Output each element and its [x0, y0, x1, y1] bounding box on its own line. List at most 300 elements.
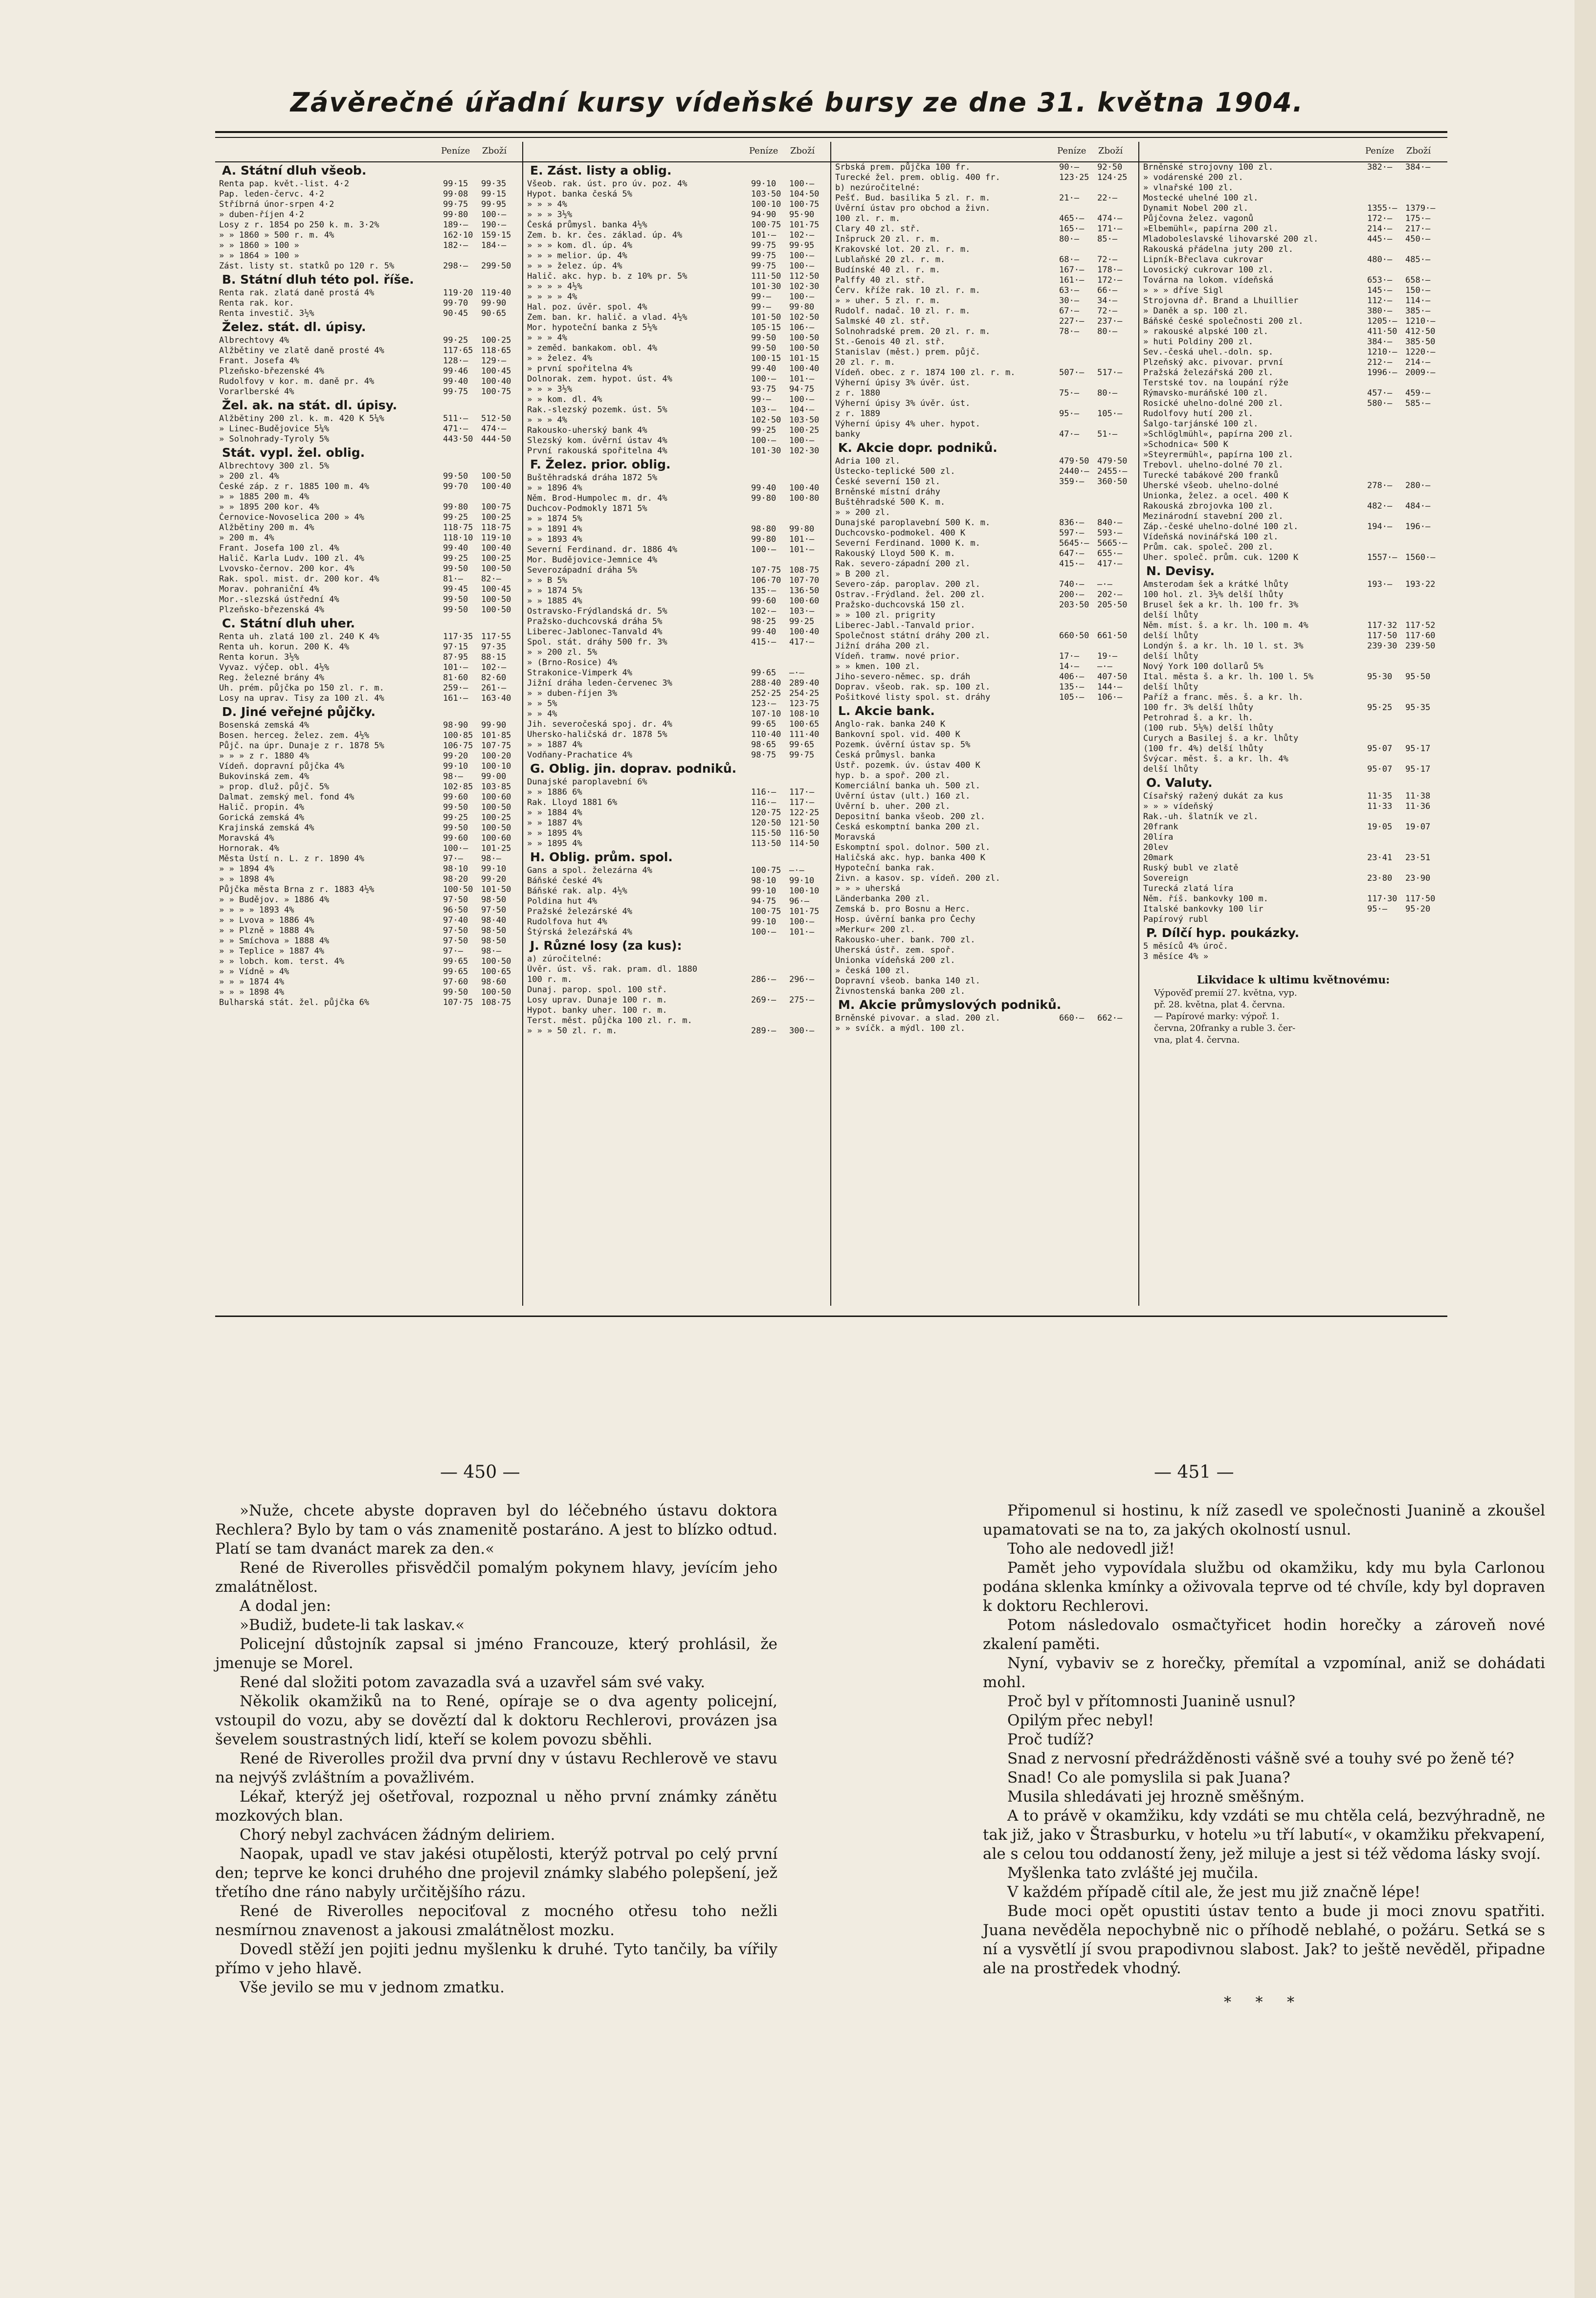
table-row — [831, 388, 1139, 399]
price-money: 203·50 — [1059, 600, 1089, 610]
table-row — [215, 220, 523, 230]
security-name: Hornorak. 4% — [219, 844, 279, 853]
table-row — [523, 866, 831, 876]
security-name: » česká 100 zl. — [835, 966, 910, 976]
table-row — [215, 946, 523, 957]
price-goods: —·— — [789, 668, 804, 678]
table-row — [1139, 952, 1447, 962]
table-row — [523, 596, 831, 606]
price-goods: 100·50 — [481, 605, 511, 615]
price-money: 380·— — [1367, 306, 1393, 316]
price-money: 511·— — [443, 414, 468, 424]
security-name: 100 zl. r. m. — [835, 214, 901, 223]
price-money: 99·65 — [443, 967, 468, 977]
price-goods: 100·65 — [789, 719, 820, 729]
security-name: Sovereign — [1143, 873, 1189, 883]
price-goods: 123·75 — [789, 699, 820, 709]
price-goods: 100·— — [789, 917, 815, 927]
price-money: 100·75 — [751, 866, 781, 875]
price-money: 288·40 — [751, 678, 781, 688]
section-heading: E. Zást. listy a oblig. — [530, 163, 672, 178]
security-name: » » B 5% — [527, 576, 567, 585]
security-name: Úvěrní ústav pro obchod a živn. — [835, 203, 991, 213]
table-row — [1139, 822, 1447, 832]
table-row — [1139, 460, 1447, 470]
table-row — [831, 641, 1139, 651]
paragraph: Snad z nervosní předrážděnosti vášně své a touhy své po ženě té? — [1007, 1750, 1514, 1767]
security-name: Lvovsko-černov. 200 kor. 4% — [219, 564, 355, 574]
price-goods: 100·60 — [789, 596, 820, 606]
table-row — [831, 894, 1139, 904]
price-goods: 254·25 — [789, 689, 820, 698]
table-row — [831, 600, 1139, 610]
rates-column-4 — [1139, 142, 1447, 1306]
header-peníze: Peníze — [1057, 146, 1086, 156]
price-money: 99·80 — [751, 535, 776, 544]
table-row — [1139, 723, 1447, 734]
price-goods: 100·75 — [481, 387, 511, 397]
price-goods: 101·85 — [481, 731, 511, 740]
price-goods: 101·75 — [789, 907, 820, 916]
security-name: Terst. měst. půjčka 100 zl. r. m. — [527, 1016, 692, 1026]
price-money: 113·50 — [751, 839, 781, 848]
liquidation-note: vna, plat 4. června. — [1154, 1035, 1240, 1045]
price-money: 105·15 — [751, 323, 781, 333]
price-money: 97·50 — [443, 895, 468, 905]
price-money: 116·— — [751, 787, 776, 797]
price-goods: 117·55 — [481, 632, 511, 642]
paragraph: René dal složiti potom zavazadla svá a uzavřel sám své vaky. — [240, 1673, 706, 1691]
column-header — [1139, 142, 1447, 162]
security-name: » » kom. dl. 4% — [527, 395, 602, 404]
price-money: 94·90 — [751, 210, 776, 220]
price-money: 99·— — [751, 292, 771, 302]
security-name: Brněnské pivovar. a slad. 200 zl. — [835, 1013, 1000, 1023]
liquidation-note: — Papírové marky: výpoř. 1. — [1154, 1011, 1280, 1022]
section-heading: Želez. stát. dl. úpisy. — [222, 320, 366, 334]
price-goods: 100·50 — [481, 957, 511, 966]
security-name: Depositní banka všeob. 200 zl. — [835, 812, 986, 822]
security-name: b) nezúročitelné: — [835, 183, 920, 193]
price-money: 106·75 — [443, 741, 473, 751]
price-money: 95·07 — [1367, 744, 1393, 754]
paragraph: Lékař, kterýž jej ošetřoval, rozpoznal u něho první známky zánětu mozkových blan. — [215, 1788, 777, 1825]
price-money: 23·41 — [1367, 853, 1393, 863]
security-name: Rak.-slezský pozemk. úst. 5% — [527, 405, 667, 415]
security-name: Krakovské lot. 20 zl. r. m. — [835, 245, 971, 254]
price-money: 200·— — [1059, 590, 1085, 600]
table-row — [1139, 744, 1447, 754]
price-money: 128·— — [443, 356, 468, 366]
security-name: Renta rak. zlatá daně prostá 4% — [219, 288, 375, 298]
price-money: 99·60 — [443, 833, 468, 843]
security-name: Srbská prem. půjčka 100 fr. — [835, 162, 971, 172]
table-row — [523, 555, 831, 565]
price-money: 1205·— — [1367, 316, 1397, 326]
price-goods: 107·75 — [481, 741, 511, 751]
price-goods: 95·20 — [1405, 904, 1431, 914]
table-row — [523, 750, 831, 760]
price-money: 97·15 — [443, 642, 468, 652]
price-goods: 100·80 — [789, 493, 820, 503]
price-goods: 237·— — [1097, 316, 1123, 326]
security-name: » » lobch. kom. terst. 4% — [219, 957, 344, 966]
price-goods: 655·— — [1097, 549, 1123, 558]
paragraph: Proč byl v přítomnosti Juanině usnul? — [1007, 1693, 1296, 1710]
table-row — [1139, 388, 1447, 399]
paragraph: Naopak, upadl ve stav jakési otupělosti, kterýž potrval po celý první den; teprve ke konci druhého dne projevil známky slabého polepšení, jež třetího dne ráno nabyly určitějšího rázu. — [215, 1845, 777, 1901]
security-name: »Elbemühl«, papírna 200 zl. — [1143, 224, 1279, 234]
price-money: 98·20 — [443, 874, 468, 884]
price-money: 101·50 — [751, 312, 781, 322]
table-row — [1139, 409, 1447, 419]
table-row — [215, 261, 523, 271]
price-goods: 100·25 — [481, 513, 511, 522]
security-name: Stříbrná únor-srpen 4·2 — [219, 200, 334, 209]
price-goods: 485·— — [1405, 255, 1431, 265]
table-row — [1139, 183, 1447, 193]
paragraph: A dodal jen: — [240, 1597, 332, 1615]
security-name: Vyvaz. výčep. obl. 4½% — [219, 663, 330, 672]
security-name: » » 200 zl. 5% — [527, 647, 598, 657]
table-row — [831, 549, 1139, 559]
security-name: Spol. stát. dráhy 500 fr. 3% — [527, 637, 667, 647]
price-goods: 100·50 — [481, 987, 511, 997]
table-row — [215, 309, 523, 319]
table-row — [523, 483, 831, 493]
price-money: 118·10 — [443, 533, 473, 543]
security-name: » » svíčk. a mýdl. 100 zl. — [835, 1024, 966, 1033]
security-name: » » 1887 4% — [527, 818, 582, 828]
security-name: Česká průmysl. banka — [835, 750, 935, 760]
security-name: » » 1893 4% — [527, 535, 582, 544]
price-money: 99·15 — [443, 179, 468, 189]
table-row — [215, 803, 523, 813]
table-row — [1139, 450, 1447, 460]
price-money: 99·50 — [443, 605, 468, 615]
price-goods: 99·95 — [481, 200, 507, 209]
price-money: 100·50 — [443, 885, 473, 894]
security-name: Buštěhradské 500 K. m. — [835, 497, 946, 507]
section-heading: Žel. ak. na stát. dl. úpisy. — [222, 398, 398, 412]
table-row — [215, 523, 523, 533]
price-money: 647·— — [1059, 549, 1085, 558]
security-name: » prop. dluž. půjč. 5% — [219, 782, 330, 792]
price-goods: 172·— — [1097, 275, 1123, 285]
price-money: 87·95 — [443, 652, 468, 662]
table-row — [1139, 470, 1447, 481]
security-name: Moravská 4% — [219, 833, 274, 843]
column-header — [215, 142, 523, 162]
table-row — [831, 621, 1139, 631]
table-row — [523, 787, 831, 798]
security-name: Zem. b. kr. čes. základ. úp. 4% — [527, 230, 683, 240]
paragraph: Dovedl stěží jen pojiti jednu myšlenku k druhé. Tyto tančily, ba vířily přímo v jeho hlavě. — [215, 1941, 777, 1977]
table-row — [831, 750, 1139, 760]
table-row — [215, 864, 523, 874]
price-money: 5645·— — [1059, 538, 1089, 548]
price-money: 214·— — [1367, 224, 1393, 234]
table-row — [1139, 347, 1447, 357]
table-row — [523, 189, 831, 200]
table-row — [1139, 203, 1447, 214]
price-goods: 118·65 — [481, 346, 511, 356]
security-name: Plzeňsko-březenské 4% — [219, 366, 324, 376]
security-name: Anglo-rak. banka 240 K — [835, 719, 946, 729]
price-money: 99·50 — [443, 595, 468, 604]
table-row — [831, 286, 1139, 296]
price-goods: 412·50 — [1405, 327, 1436, 336]
table-row — [831, 162, 1139, 173]
price-money: 94·75 — [751, 896, 776, 906]
table-row — [523, 261, 831, 271]
section-heading: F. Želez. prior. oblig. — [530, 457, 671, 471]
table-row — [523, 617, 831, 627]
price-money: 193·— — [1367, 580, 1393, 589]
price-money: 99·25 — [443, 813, 468, 823]
security-name: Mor. hypoteční banka z 5½% — [527, 323, 658, 333]
price-money: 99·10 — [443, 761, 468, 771]
security-name: Bukovinská zem. 4% — [219, 772, 310, 781]
table-row — [831, 730, 1139, 740]
security-name: » » 1896 4% — [527, 483, 582, 493]
price-goods: —·— — [1097, 662, 1112, 671]
price-goods: 121·50 — [789, 818, 820, 828]
security-name: Jižní dráha 200 zl. — [835, 641, 931, 651]
table-row — [1139, 884, 1447, 894]
price-goods: 101·— — [789, 374, 815, 384]
price-goods: 459·— — [1405, 388, 1431, 398]
price-goods: 22·— — [1097, 193, 1117, 203]
price-money: 118·75 — [443, 523, 473, 533]
price-money: 99·— — [751, 302, 771, 312]
price-goods: 117·60 — [1405, 631, 1436, 641]
price-goods: 95·35 — [1405, 703, 1431, 713]
price-money: 99·80 — [443, 502, 468, 512]
price-money: 21·— — [1059, 193, 1079, 203]
security-name: (100 rub. 5½%) delší lhůty — [1143, 723, 1274, 733]
price-money: 1996·— — [1367, 368, 1397, 378]
paragraph: Musila shledávati jej hrozně směšným. — [1007, 1788, 1305, 1806]
security-name: Rudolfovy v kor. m. daně pr. 4% — [219, 377, 375, 386]
security-name: Länderbanka 200 zl. — [835, 894, 931, 904]
security-name: delší lhůty — [1143, 764, 1198, 774]
price-goods: 82·— — [481, 574, 501, 584]
table-row — [1139, 542, 1447, 553]
table-row — [831, 1013, 1139, 1024]
table-row — [215, 288, 523, 298]
price-goods: 101·25 — [481, 844, 511, 853]
table-row — [1139, 275, 1447, 286]
security-name: Uherské všeob. uhelno-dolné — [1143, 481, 1279, 491]
price-money: 359·— — [1059, 477, 1085, 487]
price-money: 252·25 — [751, 689, 781, 698]
table-row — [215, 533, 523, 543]
price-goods: 239·50 — [1405, 641, 1436, 651]
security-name: Výherní úpisy 4% uher. hypot. — [835, 419, 980, 429]
table-row — [1139, 316, 1447, 327]
table-row — [1139, 682, 1447, 692]
table-row — [215, 987, 523, 998]
column-header — [523, 142, 831, 162]
price-money: 99·40 — [751, 364, 776, 374]
price-money: 597·— — [1059, 528, 1085, 538]
price-goods: 98·— — [481, 946, 501, 956]
table-row — [1139, 214, 1447, 224]
price-money: 100·75 — [751, 220, 781, 230]
price-money: 167·— — [1059, 265, 1085, 275]
security-name: Lipník-Břeclava cukrovar — [1143, 255, 1264, 265]
price-goods: 205·50 — [1097, 600, 1128, 610]
price-goods: 100·40 — [481, 543, 511, 553]
table-row — [215, 741, 523, 751]
header-peníze: Peníze — [749, 146, 778, 156]
security-name: » » 1885 4% — [527, 596, 582, 606]
price-money: 480·— — [1367, 255, 1393, 265]
table-row — [831, 508, 1139, 518]
price-goods: 66·— — [1097, 286, 1117, 295]
price-goods: 114·50 — [789, 839, 820, 848]
price-goods: 1220·— — [1405, 347, 1436, 357]
page-number-left: — 450 — — [440, 1462, 520, 1482]
header-peníze: Peníze — [441, 146, 470, 156]
price-money: 101·30 — [751, 282, 781, 291]
table-row — [831, 740, 1139, 750]
security-name: Šalgo-tarjánské 100 zl. — [1143, 419, 1259, 429]
table-row — [831, 976, 1139, 986]
price-money: 99·25 — [443, 335, 468, 345]
price-goods: 122·25 — [789, 808, 820, 818]
security-name: Alžbětiny 200 m. 4% — [219, 523, 314, 533]
price-money: 445·— — [1367, 234, 1393, 244]
paragraph: A to právě v okamžiku, kdy vzdáti se mu chtěla celá, bezvýhradně, ne tak již, jako v Štrasburku, v hotelu »u tří labutí«, v okamžiku překvapení, ale s celou tou oddaností ženy, jež miluje a jest si též vědoma lásky svojí. — [983, 1807, 1545, 1863]
price-money: 99·50 — [443, 471, 468, 481]
price-goods: 100·— — [481, 210, 507, 220]
paragraph: René de Riverolles přisvědčil pomalým pokynem hlavy, jevícím jeho zmalátnělost. — [215, 1559, 777, 1596]
security-name: Půjčovna želez. vagonů — [1143, 214, 1254, 223]
price-goods: 107·70 — [789, 576, 820, 585]
price-money: 102·50 — [751, 415, 781, 425]
table-row — [523, 886, 831, 896]
table-row — [831, 456, 1139, 467]
price-goods: 100·25 — [481, 813, 511, 823]
price-goods: 196·— — [1405, 522, 1431, 532]
table-row — [523, 514, 831, 524]
price-goods: 96·— — [789, 896, 809, 906]
title-rule-top — [215, 131, 1447, 133]
price-money: 98·— — [443, 772, 463, 781]
security-name: Báňské české společnosti 200 zl. — [1143, 316, 1304, 326]
price-goods: 99·65 — [789, 740, 815, 750]
price-goods: 360·50 — [1097, 477, 1128, 487]
table-row — [1139, 265, 1447, 275]
table-row — [215, 179, 523, 189]
table-row — [523, 740, 831, 750]
security-name: Rudolf. nadač. 10 zl. r. m. — [835, 306, 971, 316]
security-name: Jiho-severo-němec. sp. dráh — [835, 672, 971, 682]
security-name: » » 1884 4% — [527, 808, 582, 818]
price-goods: 95·17 — [1405, 764, 1431, 774]
price-money: 107·75 — [751, 565, 781, 575]
table-row — [523, 658, 831, 668]
security-name: Terstské tov. na loupání rýže — [1143, 378, 1288, 388]
table-row — [215, 895, 523, 905]
paragraph: Několik okamžiků na to René, opíraje se o dva agenty policejní, vstoupil do vozu, aby se dověztí dal k doktoru Rechlerovi, provázen jsa ševelem soustrastných lidí, kteří se kolem povozu sběhli. — [215, 1693, 777, 1748]
security-name: Ruský bubl ve zlatě — [1143, 863, 1239, 873]
security-name: Jih. severočeská spoj. dr. 4% — [527, 719, 672, 729]
rates-column-1 — [215, 142, 523, 1306]
price-money: 63·— — [1059, 286, 1079, 295]
price-money: 117·32 — [1367, 621, 1397, 630]
security-name: » » » dříve Sigl — [1143, 286, 1223, 295]
price-goods: —·— — [789, 866, 804, 875]
security-name: » duben-říjen 4·2 — [219, 210, 304, 220]
security-name: Rak.-uh. šlatník ve zl. — [1143, 812, 1259, 822]
price-money: 47·— — [1059, 429, 1079, 439]
paragraph: Vše jevilo se mu v jednom zmatku. — [240, 1979, 505, 1996]
table-row — [1139, 832, 1447, 843]
paragraph: »Budiž, budete-li tak laskav.« — [240, 1616, 465, 1634]
title-rule-thin — [215, 137, 1447, 138]
paragraph: Myšlenka tato zvlášté jej mučila. — [1007, 1864, 1259, 1882]
price-goods: 108·75 — [481, 998, 511, 1007]
table-row — [215, 595, 523, 605]
price-money: 99·40 — [751, 483, 776, 493]
price-money: 95·25 — [1367, 703, 1393, 713]
table-row — [831, 682, 1139, 692]
security-name: Albrechtovy 300 zl. 5% — [219, 461, 330, 471]
table-row — [831, 863, 1139, 873]
security-name: » (Brno-Rosice) 4% — [527, 658, 618, 668]
price-goods: 106·— — [789, 323, 815, 333]
table-row — [523, 493, 831, 504]
price-money: 227·— — [1059, 316, 1085, 326]
paragraph: Chorý nebyl zachvácen žádným deliriem. — [240, 1826, 555, 1844]
paragraph: Toho ale nedovedl již! — [1007, 1540, 1175, 1558]
security-name: » » Smíchova » 1888 4% — [219, 936, 330, 946]
security-name: Liberec-Jablonec-Tanvald 4% — [527, 627, 663, 637]
exchange-table — [215, 142, 1447, 1306]
security-name: Česká eskomptní banka 200 zl. — [835, 822, 980, 832]
security-name: Vídeň. obec. z r. 1874 100 zl. r. m. — [835, 368, 1016, 378]
price-money: 115·50 — [751, 828, 781, 838]
price-goods: 92·50 — [1097, 162, 1123, 172]
price-money: 99·10 — [751, 179, 776, 189]
security-name: » zeměd. bankakom. obl. 4% — [527, 343, 658, 353]
security-name: Všeob. rak. úst. pro úv. poz. 4% — [527, 179, 687, 189]
security-name: » » 1864 » 100 » — [219, 251, 299, 261]
price-goods: 99·20 — [481, 874, 507, 884]
table-row — [215, 492, 523, 502]
security-name: Alžbětiny 200 zl. k. m. 420 K 5¼% — [219, 414, 384, 424]
price-money: 95·— — [1367, 904, 1387, 914]
security-name: Červ. kříže rak. 10 zl. r. m. — [835, 286, 980, 295]
table-row — [831, 497, 1139, 508]
table-row — [215, 792, 523, 803]
price-money: 99·50 — [443, 823, 468, 833]
price-money: 95·30 — [1367, 672, 1393, 682]
price-goods: 100·45 — [481, 366, 511, 376]
price-money: 99·40 — [443, 543, 468, 553]
security-name: Italské bankovky 100 lir — [1143, 904, 1264, 914]
price-goods: 407·50 — [1097, 672, 1128, 682]
section-heading: K. Akcie dopr. podniků. — [838, 441, 998, 455]
price-goods: 178·— — [1097, 265, 1123, 275]
price-goods: 175·— — [1405, 214, 1431, 223]
table-row — [831, 904, 1139, 915]
price-money: 99·75 — [751, 261, 776, 271]
price-goods: 102·30 — [789, 282, 820, 291]
